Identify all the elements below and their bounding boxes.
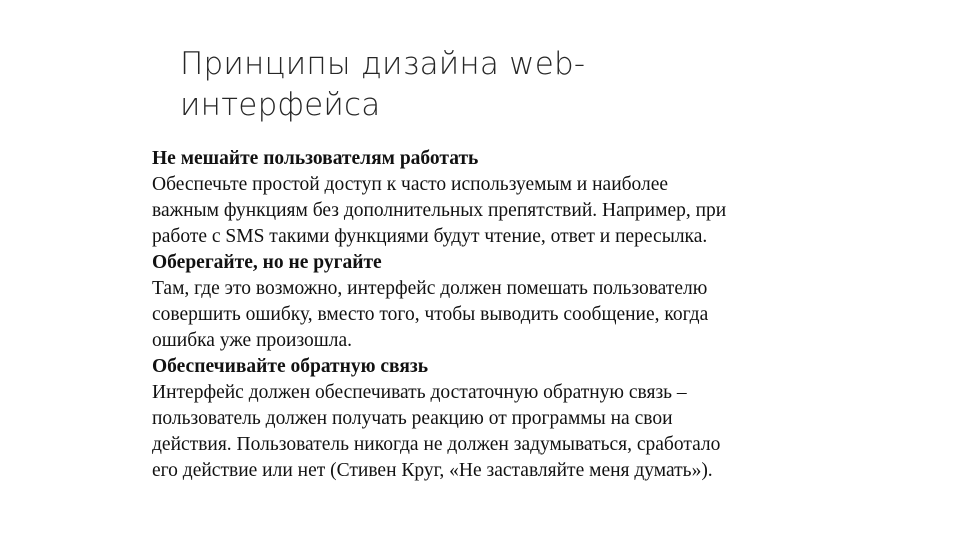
principle-text-line: пользователь должен получать реакцию от программы на свои — [152, 408, 673, 429]
slide-title-line: Принципы дизайна web- — [180, 46, 586, 82]
principle-text-line: совершить ошибку, вместо того, чтобы выводить сообщение, когда — [152, 304, 709, 325]
slide-body — [152, 146, 832, 484]
slide-title — [180, 44, 780, 126]
principle-text-line: ошибка уже произошла. — [152, 330, 353, 351]
principle-section — [152, 250, 832, 354]
principle-heading: Обеспечивайте обратную связь — [152, 356, 429, 377]
principle-text-line: его действие или нет (Стивен Круг, «Не заставляйте меня думать»). — [152, 460, 713, 481]
principle-text-line: важным функциям без дополнительных препятствий. Например, при — [152, 200, 727, 221]
principle-text-line: действия. Пользователь никогда не должен задумываться, сработало — [152, 434, 721, 455]
principle-text-line: Интерфейс должен обеспечивать достаточную обратную связь – — [152, 382, 687, 403]
principle-heading: Оберегайте, но не ругайте — [152, 252, 382, 273]
slide-title-line: интерфейса — [180, 87, 381, 123]
principle-text-line: Там, где это возможно, интерфейс должен помешать пользователю — [152, 278, 708, 299]
principle-text-line: работе с SMS такими функциями будут чтение, ответ и пересылка. — [152, 226, 708, 247]
principle-section — [152, 146, 832, 250]
principle-section — [152, 354, 832, 484]
principle-text-line: Обеспечьте простой доступ к часто используемым и наиболее — [152, 174, 669, 195]
principle-heading: Не мешайте пользователям работать — [152, 148, 479, 169]
